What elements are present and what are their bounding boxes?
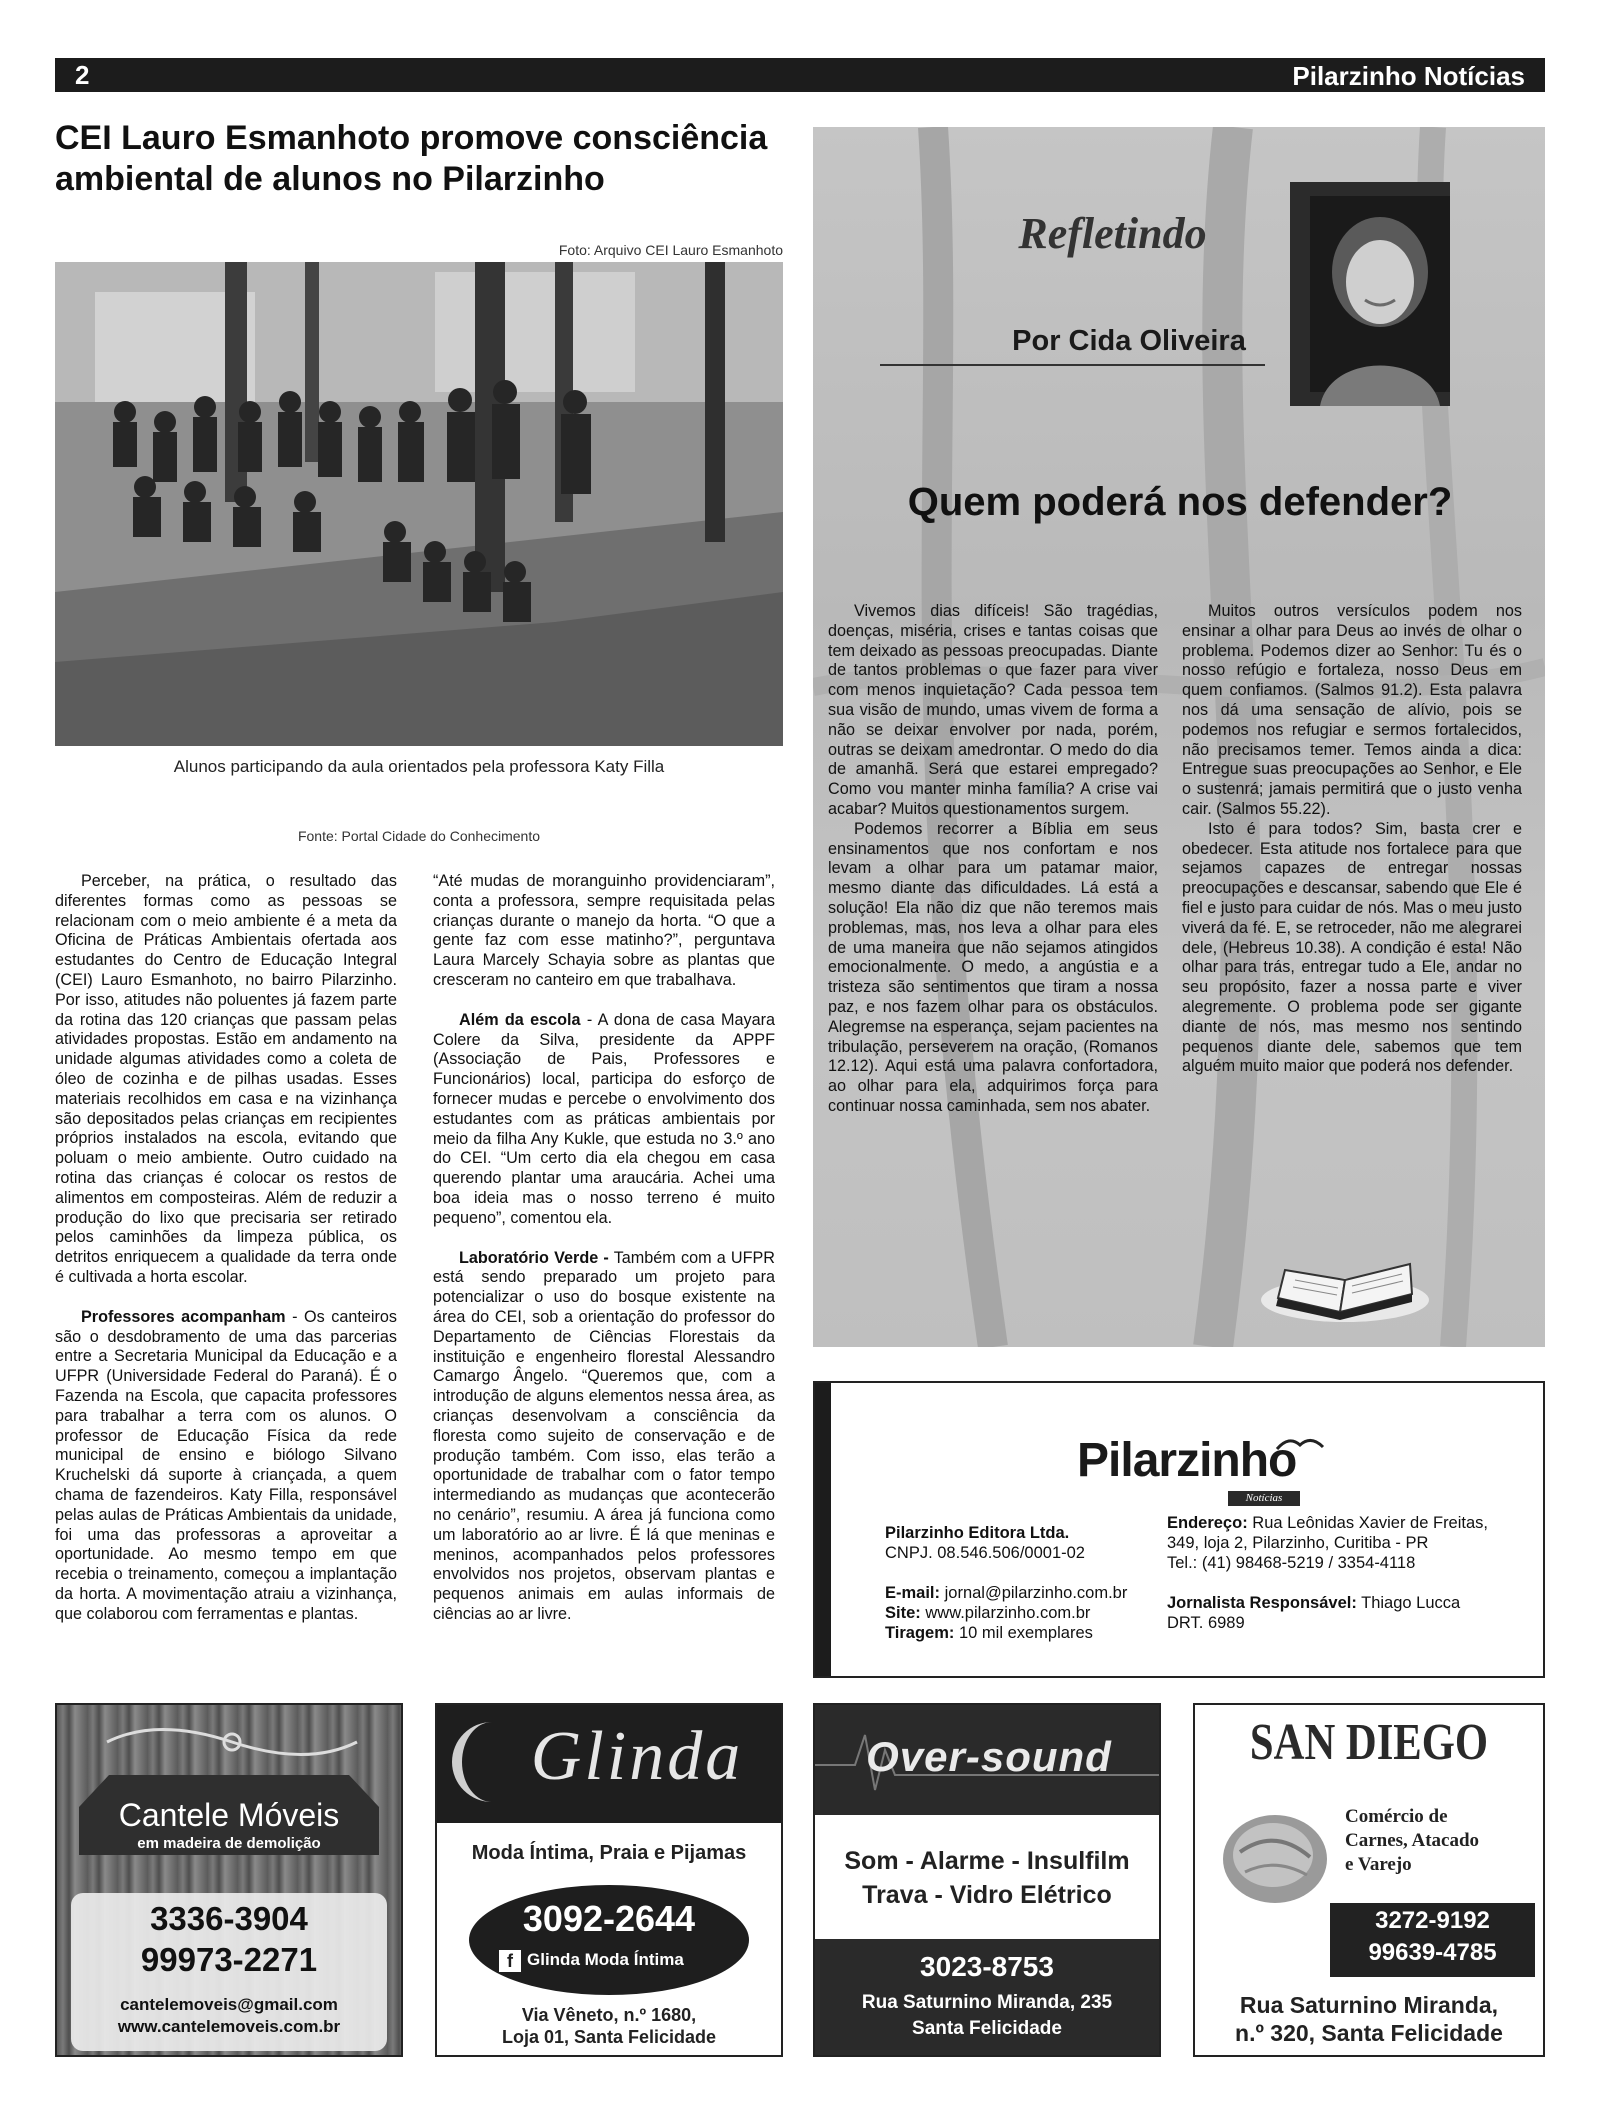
article-paragraph: “Até mudas de moranguinho providenciaram”, conta a professora, sempre requisitada pelas crianças durante o manejo da horta. “O que a gente faz com esse matinho?”, perguntava Laura Marcely Schayia sobre as plantas que cresceram no canteiro em que trabalhava. xyxy=(433,872,775,989)
email-address[interactable]: jornal@pilarzinho.com.br xyxy=(944,1584,1128,1602)
page-header xyxy=(55,58,1545,92)
ad-san-diego[interactable] xyxy=(1193,1703,1545,2057)
ad-glinda-facebook: Glinda Moda Íntima xyxy=(527,1950,684,1969)
ad-oversound-services-2: Trava - Vidro Elétrico xyxy=(862,1881,1112,1909)
address-label: Endereço: xyxy=(1167,1514,1248,1532)
ad-cantele-phone-1: 3336-3904 xyxy=(150,1900,308,1937)
ad-glinda-address-2: Loja 01, Santa Felicidade xyxy=(501,2027,717,2047)
address-line-1: Rua Leônidas Xavier de Freitas, xyxy=(1252,1514,1488,1532)
ad-sandiego-description xyxy=(1345,1805,1545,1877)
bible-icon xyxy=(1260,1240,1430,1325)
author-portrait xyxy=(1290,182,1450,406)
article-paragraph: Perceber, na prática, o resultado das diferentes formas como as pessoas se relacionam com o meio ambiente é a meta da Oficina de Práticas Ambientais ofertada aos estudantes do Centro de Educação Integral (CEI) Lauro Esmanhoto, no bairro Pilarzinho. Por isso, atitudes não poluentes já fazem parte da rotina das 120 crianças que passam pelas atividades propostas. Estão em andamento na unidade algumas atividades como a coleta de óleo de cozinha e de pilhas usadas. Esses materiais recolhidos em casa e na vizinhança são depositados pelas crianças em recipientes próprios instalados na escola, evitando que poluam o meio ambiente. Outro cuidado na rotina das crianças é colocar os restos de alimentos em composteiras. Além de reduzir a produção do lixo que precisaria ser retirado pelos caminhões da limpeza pública, os detritos enriquecem a qualidade da terra onde é cultivada a horta escolar. xyxy=(55,872,397,1286)
column-paragraph: Isto é para todos? Sim, basta crer e obedecer. Esta atitude nos fortalece para que sejamos capazes de entregar nossas preocupações e descansar, sabendo que Ele é fiel e justo para cuidar de nós. Mas o meu justo viverá da fé. E, se retroceder, não me alegrarei dele, (Hebreus 10.38). A condição é esta! Não olhar para trás, entregar tudo a Ele, andar no seu propósito, fazer a nossa parte e viver alegremente. O problema pode ser gigante diante de nós, mas mesmo nos sentindo pequenos diante dele, sabemos que tem alguém muito maior que poderá nos defender. xyxy=(1182,819,1522,1076)
paragraph-body: Também com a UFPR está sendo preparado um projeto para potencializar o uso do bosque existente na área do CEI, sob a orientação do professor do Departamento de Ciências Florestais da instituição e engenheiro florestal Alessandro Camargo Ângelo. “Queremos que, com a introdução de alguns elementos nessa área, as crianças desenvolvam a consciência da floresta como sujeito de conservação e de produção também. Com isso, elas terão a oportunidade de trabalhar com o fator tempo intermediando as mudanças que acontecerão no cenário”, resumiu. A área já funciona como um laboratório ao ar livre. É lá que meninas e meninos, acompanhados pelos professores envolvidos nos projetos, observam plantas e pequenos animais em aulas informais de ciências ao ar livre. xyxy=(433,1248,775,1623)
company-cnpj: CNPJ. 08.546.506/0001-02 xyxy=(885,1544,1085,1562)
subhead-laboratorio-verde: Laboratório Verde - xyxy=(459,1248,609,1267)
ad-oversound-address-1: Rua Saturnino Miranda, 235 xyxy=(861,1992,1113,2013)
ad-oversound-phone: 3023-8753 xyxy=(920,1951,1054,1982)
ad-sandiego-address-1: Rua Saturnino Miranda, xyxy=(1239,1992,1499,2018)
masthead-box xyxy=(813,1381,1545,1678)
ad-oversound-address-2: Santa Felicidade xyxy=(912,2018,1062,2039)
photo-caption: Alunos participando da aula orientados pela professora Katy Filla xyxy=(173,757,665,776)
ad-sandiego-desc-1: Comércio de xyxy=(1345,1806,1448,1827)
column-paragraph: Vivemos dias difíceis! São tragédias, doenças, miséria, crises e tantas coisas que tem deixado as pessoas preocupadas. Diante de tantos problemas o que fazer para viver com menos inquietação? Cada pessoa tem sua visão de mundo, umas vivem de forma a não se deixar envolver por nada, porém, outras se deixam amedrontar. O medo do dia de amanhã. Será que estarei empregado? Como vou manter minha família? A crise vai acabar? Muitos questionamentos surgem. xyxy=(828,602,1158,818)
ad-glinda-tagline: Moda Íntima, Praia e Pijamas xyxy=(471,1842,747,1864)
ad-sandiego-desc-3: e Varejo xyxy=(1345,1854,1412,1875)
phone: Tel.: (41) 98468-5219 / 3354-4118 xyxy=(1167,1554,1416,1572)
ad-cantele-phone-2: 99973-2271 xyxy=(140,1941,318,1978)
ad-oversound-logo: Over-sound xyxy=(866,1733,1112,1780)
column-section-title: Refletindo xyxy=(1018,209,1207,258)
headline-line-1: CEI Lauro Esmanhoto promove consciência xyxy=(55,119,768,157)
article-source: Fonte: Portal Cidade do Conhecimento xyxy=(297,828,541,844)
print-run-label: Tiragem: xyxy=(885,1624,955,1642)
newspaper-logo: Pilarzinho xyxy=(1077,1434,1297,1487)
headline-line-2: ambiental de alunos no Pilarzinho xyxy=(55,160,605,198)
photo-credit: Foto: Arquivo CEI Lauro Esmanhoto xyxy=(558,242,783,258)
article-column-2 xyxy=(433,872,775,1625)
article-paragraph xyxy=(433,1249,775,1625)
masthead-stripe xyxy=(815,1383,831,1676)
ad-cantele-email: cantelemoveis@gmail.com xyxy=(120,1995,338,2014)
article-paragraph xyxy=(55,1308,397,1625)
paragraph-body: - Os canteiros são o desdobramento de uma das parcerias entre a Secretaria Municipal da Educação e a UFPR (Universidade Federal do Paraná). É o Fazenda na Escola, que capacita professores para trabalhar a terra com os alunos. O professor de Educação Física da rede municipal de ensino e biólogo Silvano Kruchelski dá suporte à criançada, a quem chama de fazendeiros. Katy Filla, responsável pelas aulas de Práticas Ambientais da unidade, foi uma das professoras a aproveitar a oportunidade. Ao mesmo tempo em que recebia o treinamento, começou a implantação da horta. A movimentação atraiu a vizinhança, que colaborou com ferramentas e plantas. xyxy=(55,1307,397,1623)
ad-oversound-services-1: Som - Alarme - Insulfilm xyxy=(844,1847,1130,1875)
ad-sandiego-phone-1: 3272-9192 xyxy=(1375,1907,1490,1934)
ad-cantele-name: Cantele Móveis xyxy=(118,1797,340,1833)
email-label: E-mail: xyxy=(885,1584,941,1602)
meat-icon xyxy=(1215,1797,1335,1917)
article-paragraph xyxy=(433,1011,775,1229)
facebook-icon: f xyxy=(499,1950,521,1972)
ad-glinda-address-1: Via Vêneto, n.º 1680, xyxy=(521,2005,697,2025)
column-text-left xyxy=(828,602,1158,1117)
paragraph-body: - A dona de casa Mayara Colere da Silva, presidente da APPF (Associação de Pais, Professores e Funcionários) local, participa do esforço de fornecer mudas e percebe o envolvimento dos estudantes com as práticas ambientais por meio da filha Any Kukle, que estuda no 3.º ano do CEI. “Um certo dia ela chegou em casa querendo plantar uma araucária. Achei uma boa ideia mas o nosso terreno é muito pequeno”, comentou ela. xyxy=(433,1010,775,1227)
ad-sandiego-name: SAN DIEGO xyxy=(1249,1714,1489,1771)
ad-glinda[interactable] xyxy=(435,1703,783,2057)
masthead-right xyxy=(1167,1513,1537,1633)
masthead-left xyxy=(885,1523,1155,1643)
journalist-drt: DRT. 6989 xyxy=(1167,1614,1245,1632)
article-headline xyxy=(55,118,785,200)
ad-cantele-moveis[interactable] xyxy=(55,1703,403,2057)
divider xyxy=(880,364,1265,366)
publication-name: Pilarzinho Notícias xyxy=(1292,61,1525,91)
ornament-icon xyxy=(97,1717,367,1767)
page-number: 2 xyxy=(75,60,90,90)
group-photo-image xyxy=(55,262,783,746)
article-column-1 xyxy=(55,872,397,1624)
ad-sandiego-phone-2: 99639-4785 xyxy=(1368,1939,1497,1966)
journalist-name: Thiago Lucca xyxy=(1361,1594,1461,1612)
ad-sandiego-address-2: n.º 320, Santa Felicidade xyxy=(1235,2020,1503,2046)
ad-glinda-logo: Glinda xyxy=(530,1718,744,1795)
ad-sandiego-desc-2: Carnes, Atacado xyxy=(1345,1830,1480,1851)
newspaper-logo-sub: Notícias xyxy=(1228,1491,1300,1506)
subhead-professores: Professores acompanham xyxy=(81,1307,286,1326)
ad-glinda-phone: 3092-2644 xyxy=(522,1898,696,1939)
print-run: 10 mil exemplares xyxy=(958,1624,1093,1642)
subhead-alem-da-escola: Além da escola xyxy=(459,1010,581,1029)
site-link[interactable]: www.pilarzinho.com.br xyxy=(925,1604,1091,1622)
company-name: Pilarzinho Editora Ltda. xyxy=(885,1524,1070,1542)
column-text-right xyxy=(1182,602,1522,1077)
ad-oversound[interactable] xyxy=(813,1703,1161,2057)
ad-cantele-site: www.cantelemoveis.com.br xyxy=(117,2017,341,2036)
column-paragraph: Podemos recorrer a Bíblia em seus ensinamentos que nos confortam e nos levam a olhar para um patamar maior, mesmo diante das dificuldades. Lá está a solução! Ela não diz que não teremos mais problemas, mas, nos leva a olhar para eles de uma maneira que não sejamos atingidos emocionalmente. O medo, a angústia e a tristeza são sentimentos que tiram a nossa paz, e nos fazem olhar para os obstáculos. Alegremse na esperança, sejam pacientes na tribulação, perseverem na oração, (Romanos 12.12). Aqui está uma palavra confortadora, ao olhar para ela, adquirimos força para continuar nossa caminhada, sem nos abater. xyxy=(828,819,1158,1115)
column-author: Por Cida Oliveira xyxy=(1012,325,1246,357)
column-title: Quem poderá nos defender? xyxy=(907,480,1453,524)
ad-cantele-tagline: em madeira de demolição xyxy=(137,1835,321,1852)
address-line-2: 349, loja 2, Pilarzinho, Curitiba - PR xyxy=(1167,1534,1429,1552)
column-paragraph: Muitos outros versículos podem nos ensinar a olhar para Deus ao invés de olhar o problema. Podemos dizer ao Senhor: Tu és o nosso refúgio e fortaleza, nosso Deus em quem confiamos. (Salmos 91.2). Esta palavra nos dá uma sensação de alívio, pois se podemos nos refugiar e sermos fortalecidos, não precisamos temer. Temos ainda a dica: Entregue suas preocupações ao Senhor, e Ele o sustenrá; jamais permitirá que o justo venha cair. (Salmos 55.22). xyxy=(1182,602,1522,818)
site-label: Site: xyxy=(885,1604,921,1622)
group-photo xyxy=(55,262,783,746)
journalist-label: Jornalista Responsável: xyxy=(1167,1594,1357,1612)
